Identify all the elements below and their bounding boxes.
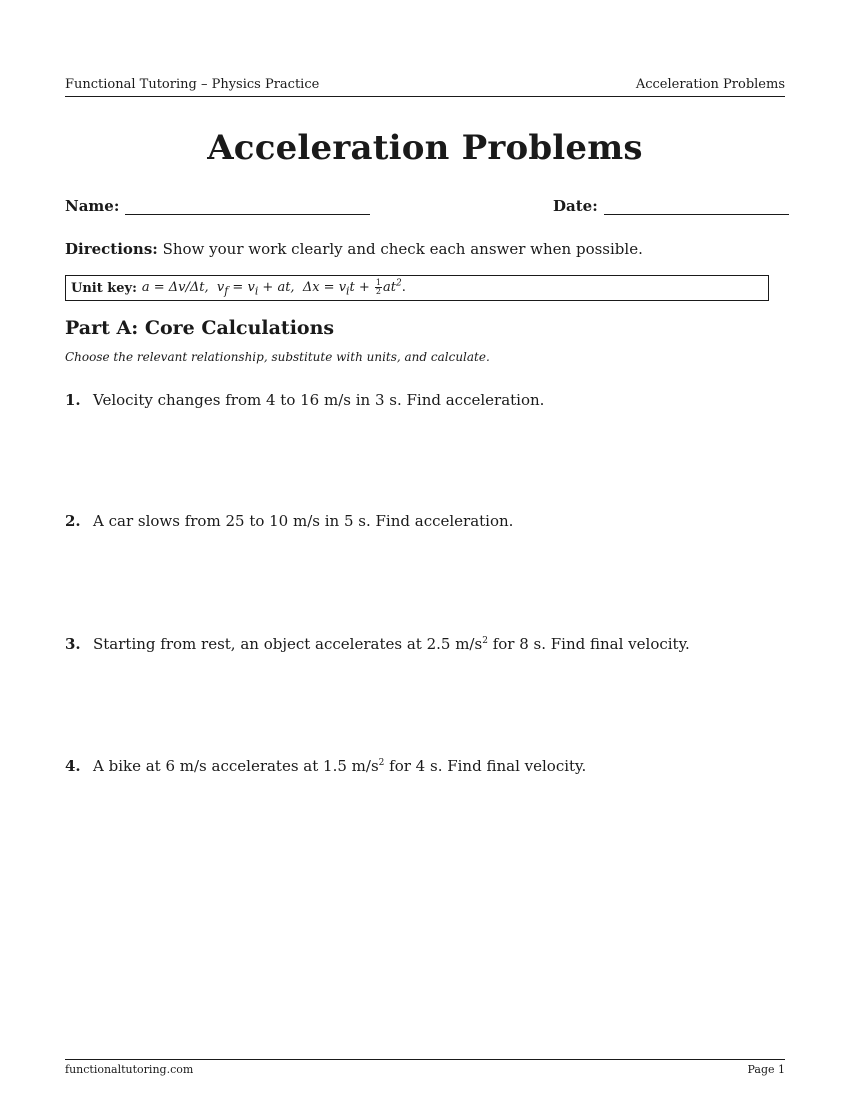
date-label: Date: [553, 197, 598, 215]
problem-text: Velocity changes from 4 to 16 m/s in 3 s. Find acceleration. [93, 391, 545, 409]
date-blank-line[interactable] [604, 199, 789, 215]
problem-1 [65, 391, 544, 409]
formula-final-velocity: $v_f = v_i$ + at, [216, 279, 295, 298]
footer-page-number: Page 1 [747, 1063, 785, 1076]
name-blank-line[interactable] [125, 199, 370, 215]
problem-4 [65, 757, 586, 775]
footer-website: functionaltutoring.com [65, 1063, 194, 1076]
formula-acceleration: a = Δv/Δt, [141, 279, 209, 295]
unit-key-box [65, 275, 769, 301]
unit-key-formulas [142, 279, 406, 298]
one-half-fraction: $\frac{1}{2}$ [375, 277, 381, 296]
date-field[interactable] [553, 197, 789, 215]
problem-number: 1. [65, 391, 81, 409]
problem-text: Starting from rest, an object accelerates at 2.5 $m/s^2$ for 8 s. Find final velocity. [93, 635, 690, 653]
name-field[interactable] [65, 197, 370, 215]
formula-displacement: $\Delta x = v_it$ + $\frac{1}{2}$ $at^2$. [302, 277, 406, 298]
page-title: Acceleration Problems [207, 128, 643, 168]
section-subtitle: Choose the relevant relationship, substitute with units, and calculate. [65, 350, 490, 364]
page-footer [65, 1059, 785, 1076]
section-title: Part A: Core Calculations [65, 317, 335, 339]
problem-text: A bike at 6 m/s accelerates at 1.5 $m/s^2$ for 4 s. Find final velocity. [93, 757, 587, 775]
problem-3 [65, 635, 690, 653]
directions-text: Show your work clearly and check each answer when possible. [162, 240, 643, 258]
problem-number: 4. [65, 757, 81, 775]
unit-key-label: Unit key: [71, 280, 137, 296]
running-header [65, 77, 785, 97]
problem-number: 3. [65, 635, 81, 653]
worksheet-page [65, 0, 785, 1100]
problem-text: A car slows from 25 to 10 m/s in 5 s. Find acceleration. [93, 512, 514, 530]
name-label: Name: [65, 197, 120, 215]
header-left-text: Functional Tutoring – Physics Practice [65, 77, 320, 92]
directions-label: Directions: [65, 240, 158, 258]
problem-number: 2. [65, 512, 81, 530]
problem-2 [65, 512, 513, 530]
directions [65, 240, 643, 258]
header-right-text: Acceleration Problems [635, 77, 785, 92]
